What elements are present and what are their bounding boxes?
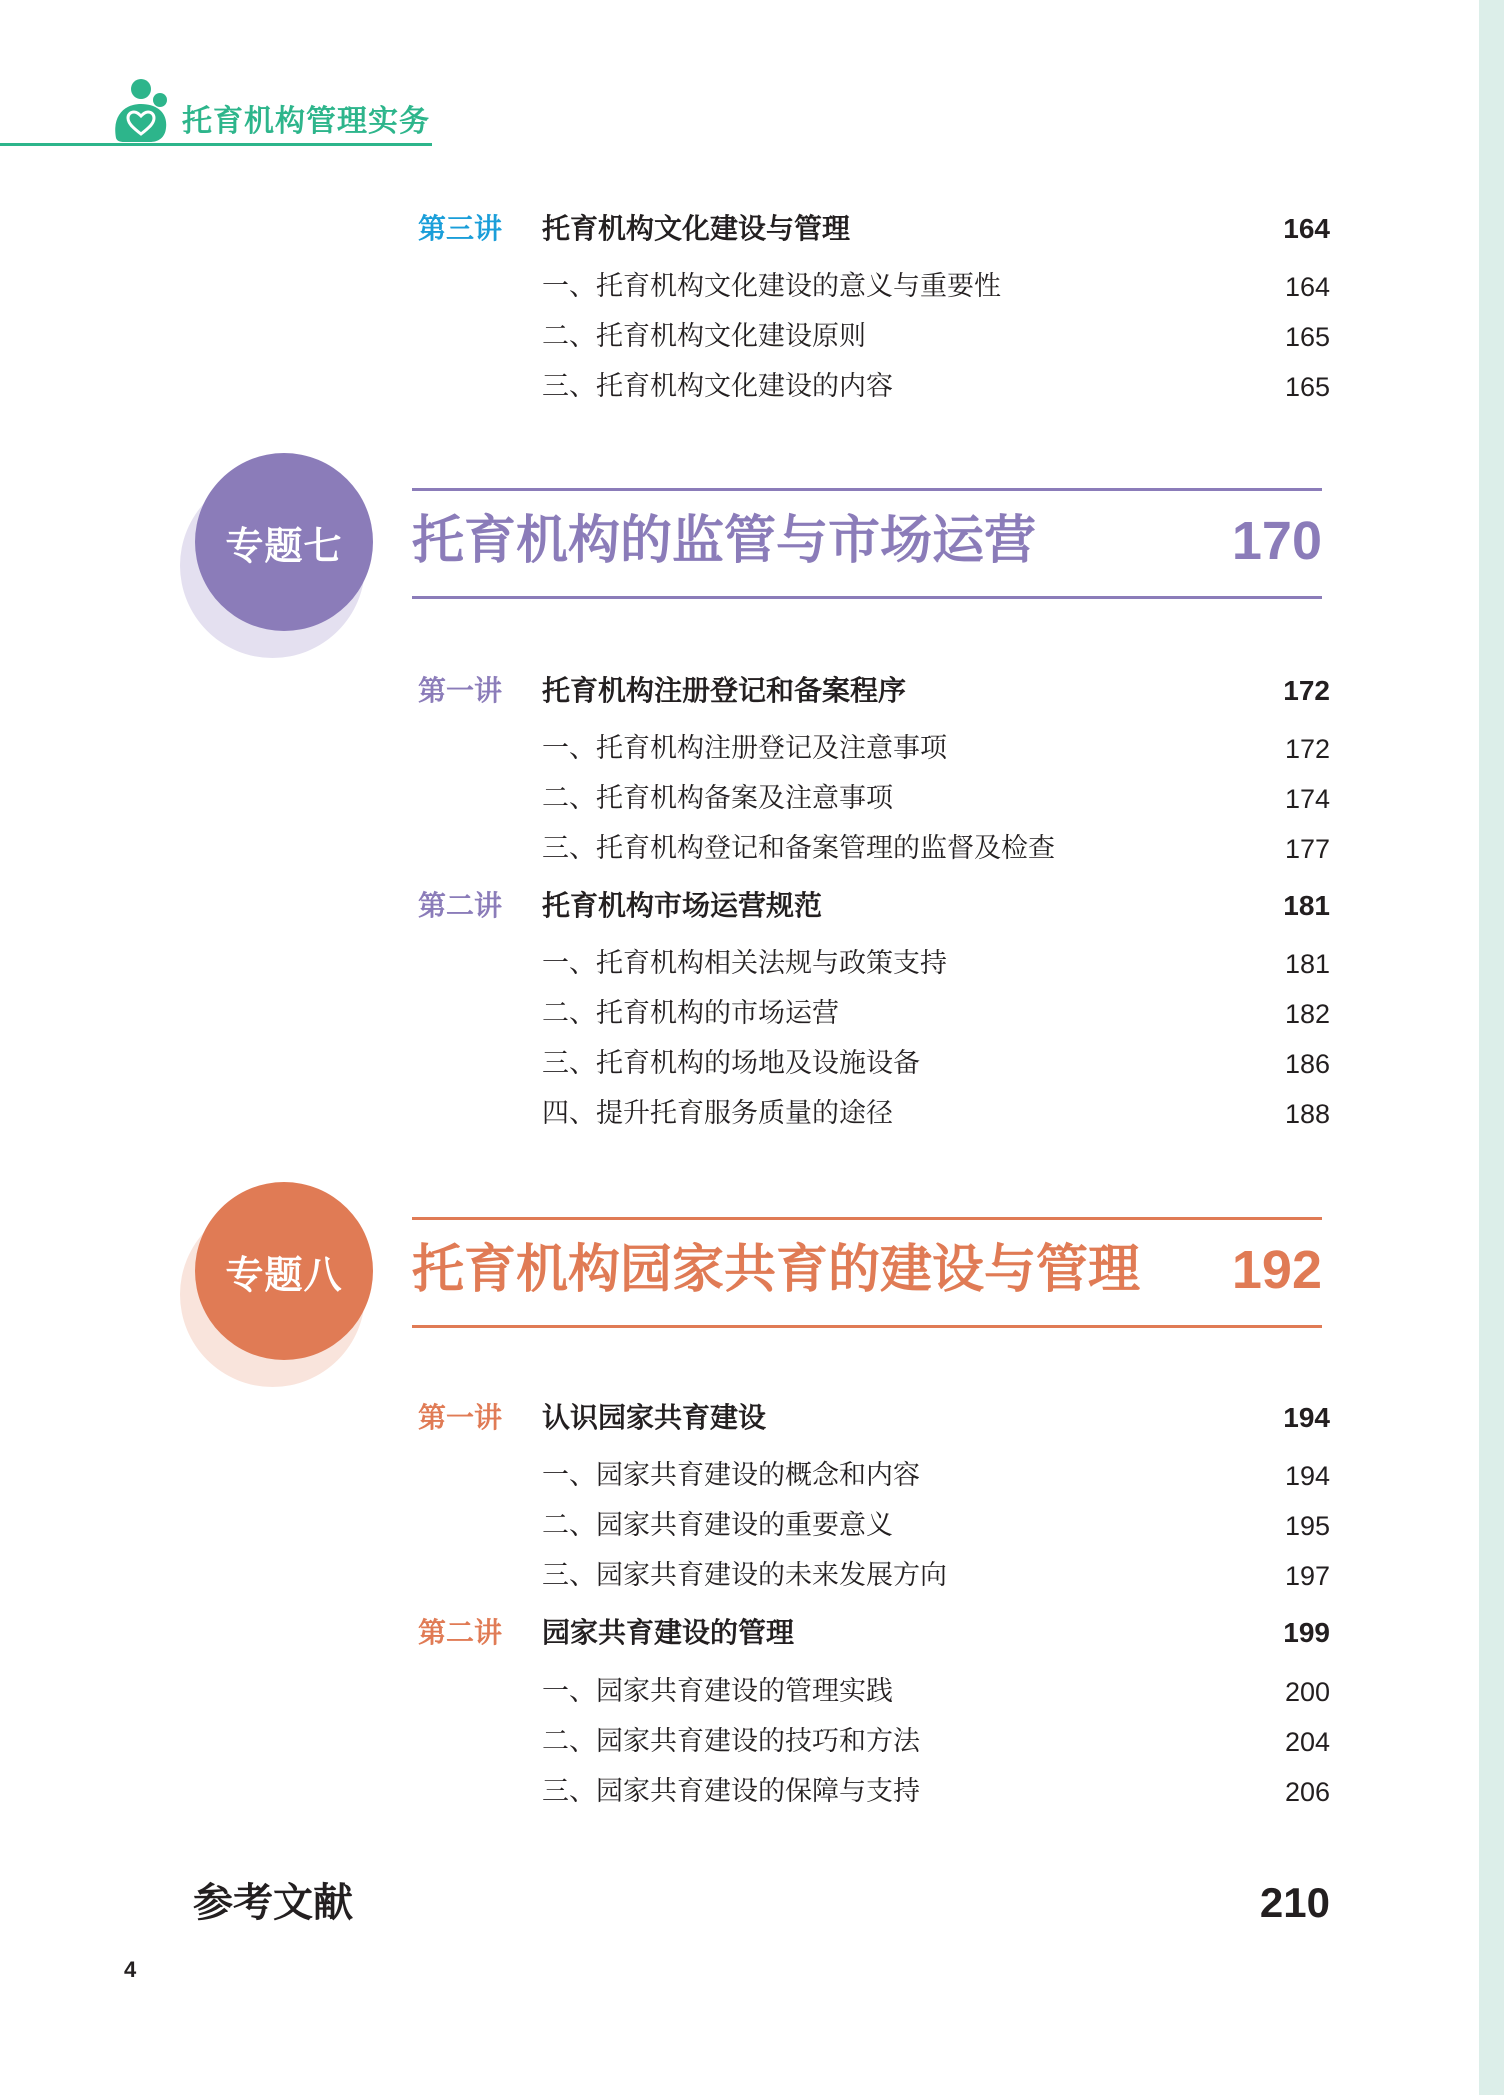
item-title: 三、园家共育建设的保障与支持 <box>542 1776 920 1807</box>
item-title: 一、园家共育建设的概念和内容 <box>542 1460 920 1491</box>
lecture-page: 164 <box>1283 213 1330 244</box>
item-title: 三、托育机构文化建设的内容 <box>542 371 893 402</box>
item-title: 一、托育机构相关法规与政策支持 <box>542 948 947 979</box>
item-page: 165 <box>1284 372 1330 402</box>
topic-rule-bottom <box>412 1325 1322 1328</box>
toc-item-row[interactable] <box>0 775 1330 823</box>
toc-item-row[interactable] <box>0 313 1330 361</box>
item-page: 182 <box>1284 999 1330 1029</box>
toc-item-row[interactable] <box>0 1090 1330 1138</box>
topic-title: 托育机构园家共育的建设与管理 <box>412 1240 1141 1300</box>
lecture-page: 194 <box>1283 1402 1330 1433</box>
item-page: 177 <box>1284 834 1330 864</box>
lecture-title: 认识园家共育建设 <box>542 1401 767 1434</box>
lecture-label: 第一讲 <box>418 674 503 707</box>
toc-item-row[interactable] <box>0 1502 1330 1550</box>
item-title: 二、园家共育建设的技巧和方法 <box>542 1726 920 1757</box>
toc-item-row[interactable] <box>0 1668 1330 1716</box>
item-page: 204 <box>1284 1727 1330 1757</box>
item-title: 二、托育机构的市场运营 <box>542 998 839 1029</box>
toc-lecture-row[interactable] <box>0 1609 1330 1657</box>
toc-lecture-row[interactable] <box>0 667 1330 715</box>
book-title: 托育机构管理实务 <box>182 104 430 139</box>
lecture-label: 第二讲 <box>418 1616 503 1649</box>
toc-item-row[interactable] <box>0 263 1330 311</box>
topic-badge <box>195 453 373 631</box>
lecture-page: 199 <box>1283 1617 1330 1648</box>
topic-page: 192 <box>1231 1240 1322 1300</box>
toc-item-row[interactable] <box>0 1452 1330 1500</box>
toc-lecture-row[interactable] <box>0 205 1330 253</box>
item-title: 三、园家共育建设的未来发展方向 <box>542 1560 947 1591</box>
running-header <box>0 70 440 150</box>
item-page: 188 <box>1284 1099 1330 1129</box>
lecture-page: 181 <box>1283 890 1330 921</box>
topic-seven-banner[interactable] <box>0 453 1330 643</box>
toc-item-row[interactable] <box>0 1040 1330 1088</box>
lecture-title: 园家共育建设的管理 <box>542 1616 795 1649</box>
item-title: 三、托育机构登记和备案管理的监督及检查 <box>542 833 1055 864</box>
mother-child-heart-icon <box>110 78 172 144</box>
item-title: 二、园家共育建设的重要意义 <box>542 1510 893 1541</box>
topic-eight-banner[interactable] <box>0 1182 1330 1372</box>
item-page: 164 <box>1284 272 1330 302</box>
item-title: 一、托育机构注册登记及注意事项 <box>542 733 947 764</box>
lecture-title: 托育机构市场运营规范 <box>542 889 823 922</box>
item-title: 三、托育机构的场地及设施设备 <box>542 1048 920 1079</box>
item-page: 197 <box>1284 1561 1330 1591</box>
references-title: 参考文献 <box>193 1880 353 1926</box>
item-title: 一、托育机构文化建设的意义与重要性 <box>542 271 1001 302</box>
lecture-label: 第一讲 <box>418 1401 503 1434</box>
toc-item-row[interactable] <box>0 725 1330 773</box>
references-page: 210 <box>1259 1879 1330 1926</box>
lecture-label: 第三讲 <box>418 212 503 245</box>
toc-references-row[interactable] <box>0 1873 1330 1933</box>
topic-page: 170 <box>1231 511 1322 571</box>
item-title: 四、提升托育服务质量的途径 <box>542 1098 893 1129</box>
item-page: 206 <box>1284 1777 1330 1807</box>
toc-item-row[interactable] <box>0 1552 1330 1600</box>
topic-rule-top <box>412 488 1322 491</box>
item-page: 172 <box>1284 734 1330 764</box>
item-title: 二、托育机构文化建设原则 <box>542 321 866 352</box>
topic-rule-bottom <box>412 596 1322 599</box>
toc-lecture-row[interactable] <box>0 882 1330 930</box>
item-page: 195 <box>1284 1511 1330 1541</box>
item-page: 181 <box>1284 949 1330 979</box>
toc-item-row[interactable] <box>0 825 1330 873</box>
lecture-title: 托育机构文化建设与管理 <box>542 212 851 245</box>
topic-badge <box>195 1182 373 1360</box>
lecture-page: 172 <box>1283 675 1330 706</box>
item-page: 174 <box>1284 784 1330 814</box>
toc-item-row[interactable] <box>0 990 1330 1038</box>
toc-item-row[interactable] <box>0 940 1330 988</box>
topic-rule-top <box>412 1217 1322 1220</box>
lecture-label: 第二讲 <box>418 889 503 922</box>
topic-label: 专题八 <box>225 1252 343 1297</box>
page-number: 4 <box>124 1957 137 1982</box>
side-color-strip <box>1479 0 1504 2095</box>
item-page: 200 <box>1284 1677 1330 1707</box>
header-rule <box>0 143 432 146</box>
lecture-title: 托育机构注册登记和备案程序 <box>542 674 907 707</box>
item-page: 165 <box>1284 322 1330 352</box>
item-page: 194 <box>1284 1461 1330 1491</box>
topic-title: 托育机构的监管与市场运营 <box>412 511 1037 571</box>
toc-item-row[interactable] <box>0 1718 1330 1766</box>
item-title: 二、托育机构备案及注意事项 <box>542 783 893 814</box>
toc-item-row[interactable] <box>0 1768 1330 1816</box>
toc-lecture-row[interactable] <box>0 1394 1330 1442</box>
toc-item-row[interactable] <box>0 363 1330 411</box>
topic-label: 专题七 <box>225 523 343 568</box>
item-title: 一、园家共育建设的管理实践 <box>542 1676 893 1707</box>
item-page: 186 <box>1284 1049 1330 1079</box>
